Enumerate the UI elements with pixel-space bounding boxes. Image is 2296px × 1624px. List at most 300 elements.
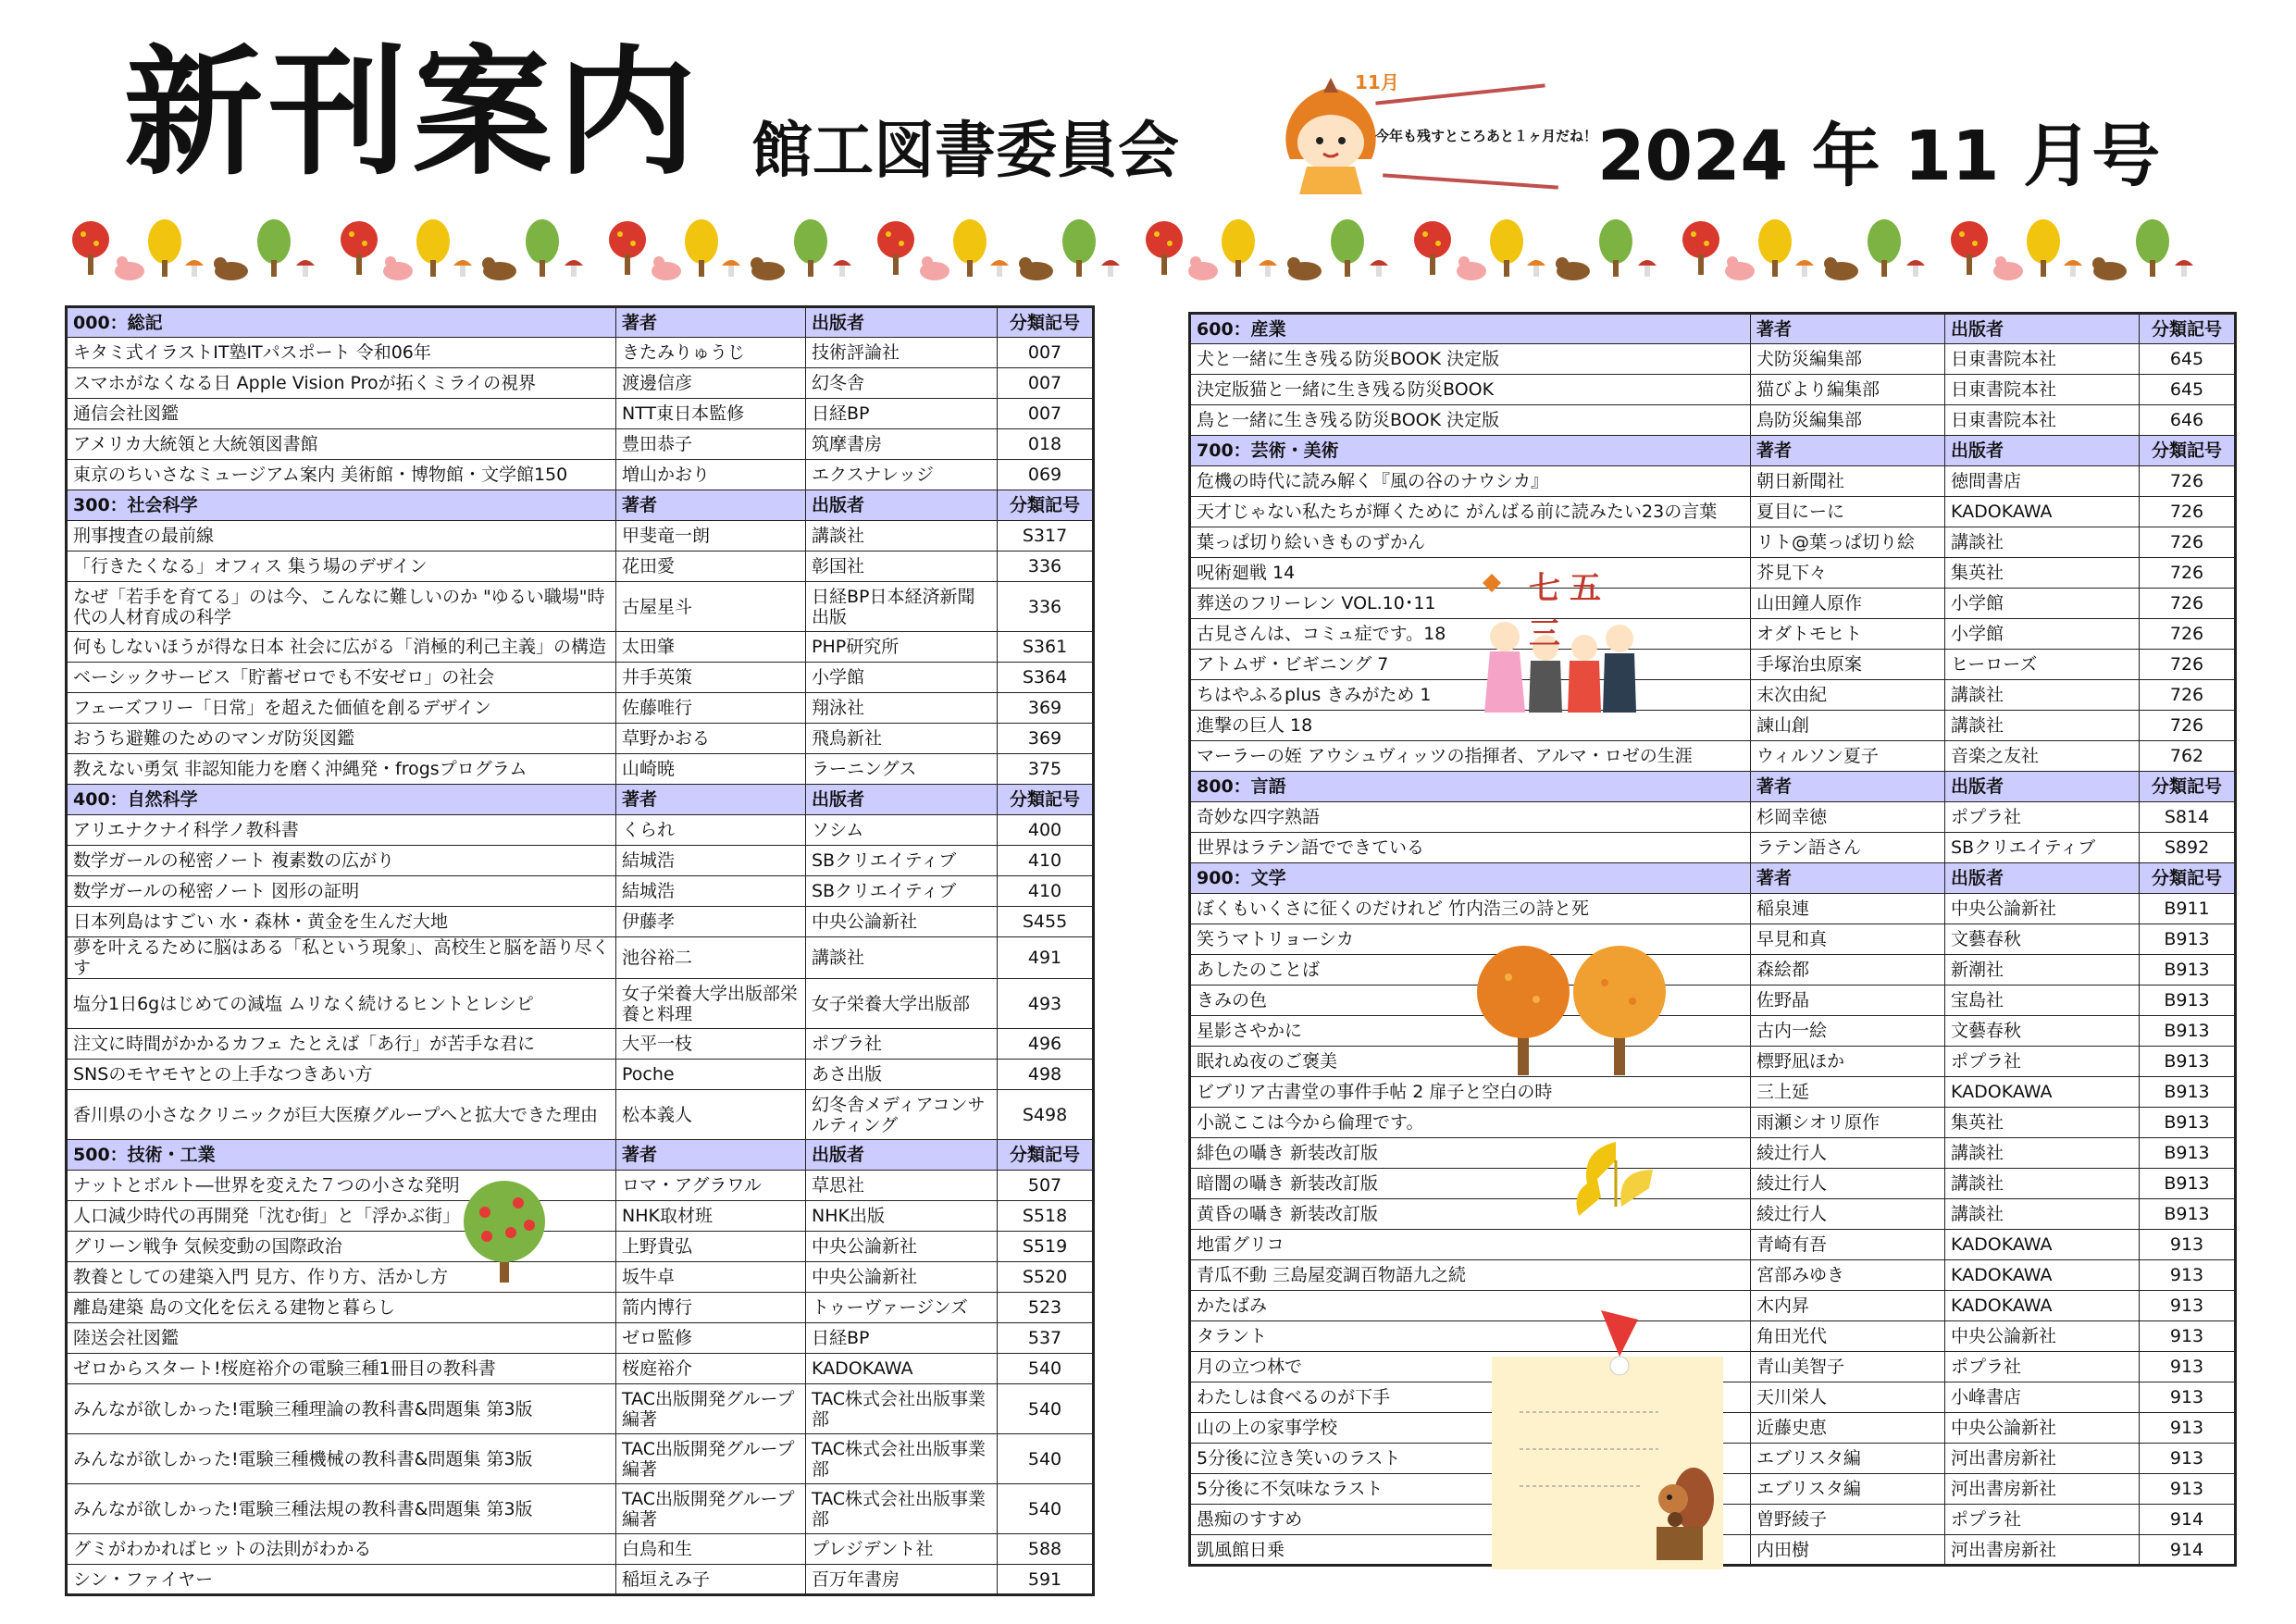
book-title: 教えない勇気 非認知能力を磨く沖縄発・frogsプログラム [67, 754, 616, 785]
book-code: 400 [998, 815, 1094, 846]
book-title: 星影さやかに [1190, 1016, 1751, 1047]
book-row [67, 1293, 1094, 1323]
book-publisher: 講談社 [1945, 680, 2140, 711]
book-publisher: 日経BP日本経済新聞出版 [806, 582, 998, 632]
book-title: 塩分1日6gはじめての減塩 ムリなく続けるヒントとレシピ [67, 979, 616, 1029]
book-author: 大平一枝 [616, 1029, 806, 1060]
mascot-message: 今年も残すところあと１ヶ月だね！ [1375, 128, 1598, 144]
column-header-publisher: 出版者 [806, 1140, 998, 1171]
column-header-author: 著者 [1751, 436, 1945, 466]
book-author: 結城浩 [616, 876, 806, 907]
book-code: 726 [2140, 589, 2236, 619]
book-publisher: 講談社 [806, 521, 998, 552]
book-row [67, 907, 1094, 937]
book-code: 913 [2140, 1260, 2236, 1291]
book-row [67, 521, 1094, 552]
book-author: Poche [616, 1060, 806, 1090]
book-title: ゼロからスタート!桜庭裕介の電験三種1冊目の教科書 [67, 1354, 616, 1384]
book-code: 540 [998, 1484, 1094, 1534]
book-author: 綾辻行人 [1751, 1138, 1945, 1169]
book-title: ベーシックサービス「貯蓄ゼロでも不安ゼロ」の社会 [67, 663, 616, 693]
book-publisher: SBクリエイティブ [806, 876, 998, 907]
section-header-row [67, 1140, 1094, 1171]
book-title: 世界はラテン語でできている [1190, 833, 1751, 863]
book-publisher: 女子栄養大学出版部 [806, 979, 998, 1029]
book-title: みんなが欲しかった!電験三種機械の教科書&問題集 第3版 [67, 1434, 616, 1484]
book-code: 540 [998, 1354, 1094, 1384]
book-author: 雨瀬シオリ原作 [1751, 1108, 1945, 1138]
column-header-code: 分類記号 [998, 490, 1094, 521]
book-publisher: ラーニングス [806, 754, 998, 785]
book-row [1190, 1199, 2236, 1230]
book-publisher: エクスナレッジ [806, 460, 998, 490]
column-header-author: 著者 [1751, 863, 1945, 894]
apple-tree-icon [453, 1175, 555, 1286]
book-publisher: 講談社 [1945, 711, 2140, 741]
section-label: 600：産業 [1190, 314, 1751, 344]
book-title: 東京のちいさなミュージアム案内 美術館・博物館・文学館150 [67, 460, 616, 490]
book-title: 呪術廻戦 14 [1190, 558, 1751, 589]
book-row [67, 937, 1094, 979]
book-code: 726 [2140, 497, 2236, 527]
mascot-month: 11月 [1355, 71, 1399, 93]
book-author: 松本義人 [616, 1090, 806, 1140]
book-author: 桜庭裕介 [616, 1354, 806, 1384]
book-publisher: 河出書房新社 [1945, 1535, 2140, 1566]
book-code: 507 [998, 1171, 1094, 1201]
book-title: シン・ファイヤー [67, 1565, 616, 1595]
book-title: 5分後に不気味なラスト [1190, 1474, 1751, 1505]
book-publisher: 小学館 [1945, 619, 2140, 650]
book-author: TAC出版開発グループ編著 [616, 1434, 806, 1484]
book-author: NHK取材班 [616, 1201, 806, 1232]
book-code: 498 [998, 1060, 1094, 1090]
book-publisher: 小学館 [1945, 589, 2140, 619]
book-title: 笑うマトリョーシカ [1190, 924, 1751, 955]
book-publisher: KADOKAWA [1945, 1291, 2140, 1321]
section-header-row [1190, 772, 2236, 802]
book-title: ナットとボルト―世界を変えた７つの小さな発明 [67, 1171, 616, 1201]
book-publisher: 徳間書店 [1945, 466, 2140, 497]
book-publisher: 集英社 [1945, 1108, 2140, 1138]
book-code: B913 [2140, 1138, 2236, 1169]
book-title: 眠れぬ夜のご褒美 [1190, 1047, 1751, 1077]
book-publisher: KADOKAWA [806, 1354, 998, 1384]
book-row [1190, 527, 2236, 558]
book-author: ウィルソン夏子 [1751, 741, 1945, 772]
book-author: NTT東日本監修 [616, 399, 806, 429]
book-publisher: 講談社 [806, 937, 998, 979]
book-publisher: 中央公論新社 [1945, 894, 2140, 924]
book-code: 540 [998, 1434, 1094, 1484]
book-code: 726 [2140, 466, 2236, 497]
book-row [67, 754, 1094, 785]
book-title: 鳥と一緒に生き残る防災BOOK 決定版 [1190, 405, 1751, 436]
book-code: 069 [998, 460, 1094, 490]
book-author: 夏目にーに [1751, 497, 1945, 527]
column-header-code: 分類記号 [998, 1140, 1094, 1171]
book-publisher: 講談社 [1945, 1169, 2140, 1199]
book-title: 青瓜不動 三島屋変調百物語九之続 [1190, 1260, 1751, 1291]
book-author: TAC出版開発グループ編著 [616, 1384, 806, 1434]
left-book-table [65, 305, 1095, 1596]
book-publisher: 新潮社 [1945, 955, 2140, 986]
book-title: スマホがなくなる日 Apple Vision Proが拓くミライの視界 [67, 368, 616, 399]
committee-name: 館工図書委員会 [751, 115, 1179, 186]
book-row [1190, 1077, 2236, 1108]
book-title: マーラーの姪 アウシュヴィッツの指揮者、アルマ・ロゼの生涯 [1190, 741, 1751, 772]
book-title: 何もしないほうが得な日本 社会に広がる「消極的利己主義」の構造 [67, 632, 616, 663]
book-code: B913 [2140, 1047, 2236, 1077]
book-row [67, 846, 1094, 876]
book-title: アメリカ大統領と大統領図書館 [67, 429, 616, 460]
section-header-row [1190, 863, 2236, 894]
book-author: 古内一絵 [1751, 1016, 1945, 1047]
speech-line-top [1375, 83, 1545, 105]
book-code: 914 [2140, 1535, 2236, 1566]
book-title: アリエナクナイ科学ノ教科書 [67, 815, 616, 846]
book-title: 日本列島はすごい 水・森林・黄金を生んだ大地 [67, 907, 616, 937]
book-code: S498 [998, 1090, 1094, 1140]
book-author: 青崎有吾 [1751, 1230, 1945, 1260]
section-label: 300：社会科学 [67, 490, 616, 521]
book-row [67, 1354, 1094, 1384]
book-code: 336 [998, 582, 1094, 632]
book-code: 914 [2140, 1505, 2236, 1535]
section-label: 500：技術・工業 [67, 1140, 616, 1171]
book-publisher: 集英社 [1945, 558, 2140, 589]
book-publisher: NHK出版 [806, 1201, 998, 1232]
book-row [67, 979, 1094, 1029]
book-publisher: 幻冬舎 [806, 368, 998, 399]
book-row [67, 368, 1094, 399]
book-publisher: SBクリエイティブ [806, 846, 998, 876]
book-author: 芥見下々 [1751, 558, 1945, 589]
book-author: 諫山創 [1751, 711, 1945, 741]
book-author: 標野凪ほか [1751, 1047, 1945, 1077]
book-title: タラント [1190, 1321, 1751, 1352]
book-publisher: ポプラ社 [806, 1029, 998, 1060]
book-publisher: トゥーヴァージンズ [806, 1293, 998, 1323]
book-code: S519 [998, 1232, 1094, 1262]
section-header-row [67, 490, 1094, 521]
red-pin-icon [1582, 1301, 1647, 1384]
book-code: 369 [998, 724, 1094, 754]
book-author: 結城浩 [616, 846, 806, 876]
column-header-code: 分類記号 [2140, 436, 2236, 466]
book-title: 離島建築 島の文化を伝える建物と暮らし [67, 1293, 616, 1323]
book-author: 増山かおり [616, 460, 806, 490]
book-row [1190, 802, 2236, 833]
book-row [67, 460, 1094, 490]
book-title: 緋色の囁き 新装改訂版 [1190, 1138, 1751, 1169]
book-publisher: 筑摩書房 [806, 429, 998, 460]
book-title: 凱風館日乗 [1190, 1535, 1751, 1566]
column-header-publisher: 出版者 [1945, 863, 2140, 894]
column-header-publisher: 出版者 [806, 785, 998, 815]
column-header-code: 分類記号 [998, 785, 1094, 815]
book-author: 宮部みゆき [1751, 1260, 1945, 1291]
book-code: 336 [998, 552, 1094, 582]
book-row [1190, 1047, 2236, 1077]
book-publisher: KADOKAWA [1945, 497, 2140, 527]
book-publisher: KADOKAWA [1945, 1077, 2140, 1108]
book-publisher: 中央公論新社 [1945, 1321, 2140, 1352]
book-code: 493 [998, 979, 1094, 1029]
book-row [1190, 833, 2236, 863]
book-author: 早見和真 [1751, 924, 1945, 955]
page-title: 新刊案内 [124, 33, 702, 194]
book-row [1190, 1108, 2236, 1138]
speech-line-bottom [1383, 173, 1558, 189]
book-row [67, 876, 1094, 907]
book-author: くられ [616, 815, 806, 846]
book-author: 朝日新聞社 [1751, 466, 1945, 497]
book-title: 奇妙な四字熟語 [1190, 802, 1751, 833]
book-author: 稲泉連 [1751, 894, 1945, 924]
book-code: 762 [2140, 741, 2236, 772]
book-title: ぼくもいくさに征くのだけれど 竹内浩三の詩と死 [1190, 894, 1751, 924]
book-row [1190, 894, 2236, 924]
book-row [67, 1262, 1094, 1293]
section-label: 700：芸術・美術 [1190, 436, 1751, 466]
book-title: 「行きたくなる」オフィス 集う場のデザイン [67, 552, 616, 582]
book-code: 540 [998, 1384, 1094, 1434]
section-header-row [67, 785, 1094, 815]
book-publisher: TAC株式会社出版事業部 [806, 1434, 998, 1484]
book-code: 410 [998, 846, 1094, 876]
section-label: 900：文学 [1190, 863, 1751, 894]
book-publisher: 飛鳥新社 [806, 724, 998, 754]
book-title: 古見さんは、コミュ症です。18 [1190, 619, 1751, 650]
book-author: 甲斐竜一朗 [616, 521, 806, 552]
book-code: 913 [2140, 1474, 2236, 1505]
book-publisher: 彰国社 [806, 552, 998, 582]
book-publisher: PHP研究所 [806, 632, 998, 663]
book-row [67, 1232, 1094, 1262]
book-author: 草野かおる [616, 724, 806, 754]
book-title: 人口減少時代の再開発「沈む街」と「浮かぶ街」 [67, 1201, 616, 1232]
book-title: 5分後に泣き笑いのラスト [1190, 1444, 1751, 1474]
book-code: 591 [998, 1565, 1094, 1595]
book-author: 山田鐘人原作 [1751, 589, 1945, 619]
book-code: S361 [998, 632, 1094, 663]
issue-date: 2024 年 11 月号 [1597, 117, 2161, 196]
book-row [67, 1434, 1094, 1484]
book-code: B913 [2140, 1199, 2236, 1230]
book-row [1190, 1230, 2236, 1260]
book-publisher: 幻冬舎メディアコンサルティング [806, 1090, 998, 1140]
book-row [67, 1090, 1094, 1140]
book-publisher: 中央公論新社 [1945, 1413, 2140, 1444]
book-publisher: SBクリエイティブ [1945, 833, 2140, 863]
book-author: ゼロ監修 [616, 1323, 806, 1354]
book-code: 007 [998, 399, 1094, 429]
book-row [67, 663, 1094, 693]
book-title: みんなが欲しかった!電験三種法規の教科書&問題集 第3版 [67, 1484, 616, 1534]
book-row [1190, 375, 2236, 405]
book-code: 726 [2140, 680, 2236, 711]
book-code: S364 [998, 663, 1094, 693]
book-code: 913 [2140, 1321, 2236, 1352]
book-author: 末次由紀 [1751, 680, 1945, 711]
book-author: 佐藤唯行 [616, 693, 806, 724]
book-publisher: 日経BP [806, 1323, 998, 1354]
section-label: 000：総記 [67, 307, 616, 338]
book-code: 369 [998, 693, 1094, 724]
column-header-publisher: 出版者 [806, 490, 998, 521]
book-row [1190, 405, 2236, 436]
section-header-row [67, 307, 1094, 338]
book-code: S455 [998, 907, 1094, 937]
book-row [67, 1201, 1094, 1232]
book-publisher: 講談社 [1945, 1138, 2140, 1169]
book-code: 913 [2140, 1444, 2236, 1474]
book-publisher: プレジデント社 [806, 1534, 998, 1565]
book-row [67, 552, 1094, 582]
book-publisher: 中央公論新社 [806, 1262, 998, 1293]
book-publisher: ソシム [806, 815, 998, 846]
section-header-row [1190, 436, 2236, 466]
book-code: 496 [998, 1029, 1094, 1060]
book-row [67, 1060, 1094, 1090]
book-publisher: 中央公論新社 [806, 907, 998, 937]
book-author: 白鳥和生 [616, 1534, 806, 1565]
book-publisher: KADOKAWA [1945, 1260, 2140, 1291]
book-publisher: 技術評論社 [806, 338, 998, 368]
book-publisher: 講談社 [1945, 1199, 2140, 1230]
book-row [67, 1384, 1094, 1434]
book-code: 537 [998, 1323, 1094, 1354]
book-publisher: 小学館 [806, 663, 998, 693]
book-author: リト@葉っぱ切り絵 [1751, 527, 1945, 558]
book-author: 上野貴弘 [616, 1232, 806, 1262]
book-author: 花田愛 [616, 552, 806, 582]
book-author: ラテン語さん [1751, 833, 1945, 863]
book-author: エブリスタ編 [1751, 1474, 1945, 1505]
book-title: 地雷グリコ [1190, 1230, 1751, 1260]
book-title: わたしは食べるのが下手 [1190, 1382, 1751, 1413]
book-publisher: 草思社 [806, 1171, 998, 1201]
book-row [67, 1323, 1094, 1354]
column-header-publisher: 出版者 [1945, 314, 2140, 344]
book-author: オダトモヒト [1751, 619, 1945, 650]
book-title: 天才じゃない私たちが輝くために がんばる前に読みたい23の言葉 [1190, 497, 1751, 527]
book-row [1190, 466, 2236, 497]
book-publisher: あさ出版 [806, 1060, 998, 1090]
ginkgo-leaves-icon [1560, 1123, 1671, 1225]
book-code: 913 [2140, 1382, 2236, 1413]
book-author: 女子栄養大学出版部栄養と料理 [616, 979, 806, 1029]
column-header-publisher: 出版者 [1945, 436, 2140, 466]
book-title: 夢を叶えるために脳はある「私という現象」、高校生と脳を語り尽くす [67, 937, 616, 979]
book-title: SNSのモヤモヤとの上手なつきあい方 [67, 1060, 616, 1090]
book-author: エブリスタ編 [1751, 1444, 1945, 1474]
book-title: 山の上の家事学校 [1190, 1413, 1751, 1444]
section-label: 800：言語 [1190, 772, 1751, 802]
book-row [1190, 711, 2236, 741]
book-title: 注文に時間がかかるカフェ たとえば「あ行」が苦手な君に [67, 1029, 616, 1060]
book-row [67, 582, 1094, 632]
book-code: 645 [2140, 375, 2236, 405]
column-header-author: 著者 [1751, 772, 1945, 802]
book-publisher: 日東書院本社 [1945, 344, 2140, 375]
book-row [67, 338, 1094, 368]
book-author: 猫びより編集部 [1751, 375, 1945, 405]
book-code: B913 [2140, 1077, 2236, 1108]
book-publisher: TAC株式会社出版事業部 [806, 1384, 998, 1434]
book-author: 鳥防災編集部 [1751, 405, 1945, 436]
book-title: 黄昏の囁き 新装改訂版 [1190, 1199, 1751, 1230]
book-author: ロマ・アグラワル [616, 1171, 806, 1201]
chestnut-mascot-icon [1270, 70, 1399, 200]
squirrel-icon [1638, 1462, 1721, 1564]
book-code: 007 [998, 338, 1094, 368]
column-header-publisher: 出版者 [806, 307, 998, 338]
book-row [67, 399, 1094, 429]
book-author: きたみりゅうじ [616, 338, 806, 368]
book-code: 588 [998, 1534, 1094, 1565]
book-publisher: 中央公論新社 [806, 1232, 998, 1262]
book-code: S317 [998, 521, 1094, 552]
book-row [67, 693, 1094, 724]
book-row [1190, 1260, 2236, 1291]
shichigosan-label: 七五三 [1529, 570, 1610, 652]
book-author: 稲垣えみ子 [616, 1565, 806, 1595]
book-code: 491 [998, 937, 1094, 979]
column-header-code: 分類記号 [2140, 314, 2236, 344]
book-publisher: 小峰書店 [1945, 1382, 2140, 1413]
book-row [67, 429, 1094, 460]
book-code: B911 [2140, 894, 2236, 924]
book-row [1190, 986, 2236, 1016]
book-title: みんなが欲しかった!電験三種理論の教科書&問題集 第3版 [67, 1384, 616, 1434]
book-author: 犬防災編集部 [1751, 344, 1945, 375]
book-code: 726 [2140, 650, 2236, 680]
book-row [67, 1565, 1094, 1595]
book-title: おうち避難のためのマンガ防災図鑑 [67, 724, 616, 754]
book-code: 410 [998, 876, 1094, 907]
book-publisher: 講談社 [1945, 527, 2140, 558]
book-code: 646 [2140, 405, 2236, 436]
book-row [1190, 924, 2236, 955]
book-row [1190, 1169, 2236, 1199]
book-code: 523 [998, 1293, 1094, 1323]
book-author: 豊田恭子 [616, 429, 806, 460]
column-header-author: 著者 [616, 785, 806, 815]
book-author: 井手英策 [616, 663, 806, 693]
book-publisher: ポプラ社 [1945, 802, 2140, 833]
book-row [67, 1534, 1094, 1565]
book-title: 教養としての建築入門 見方、作り方、活かし方 [67, 1262, 616, 1293]
column-header-publisher: 出版者 [1945, 772, 2140, 802]
book-code: S520 [998, 1262, 1094, 1293]
section-label: 400：自然科学 [67, 785, 616, 815]
column-header-author: 著者 [616, 490, 806, 521]
book-publisher: 河出書房新社 [1945, 1474, 2140, 1505]
book-publisher: 宝島社 [1945, 986, 2140, 1016]
book-title: かたばみ [1190, 1291, 1751, 1321]
book-title: 数学ガールの秘密ノート 図形の証明 [67, 876, 616, 907]
book-publisher: 文藝春秋 [1945, 1016, 2140, 1047]
book-code: 913 [2140, 1413, 2236, 1444]
book-code: 726 [2140, 527, 2236, 558]
book-row [1190, 619, 2236, 650]
book-title: 月の立つ林で [1190, 1352, 1751, 1382]
book-title: 進撃の巨人 18 [1190, 711, 1751, 741]
autumn-trees-icon [1475, 940, 1669, 1079]
book-author: 青山美智子 [1751, 1352, 1945, 1382]
